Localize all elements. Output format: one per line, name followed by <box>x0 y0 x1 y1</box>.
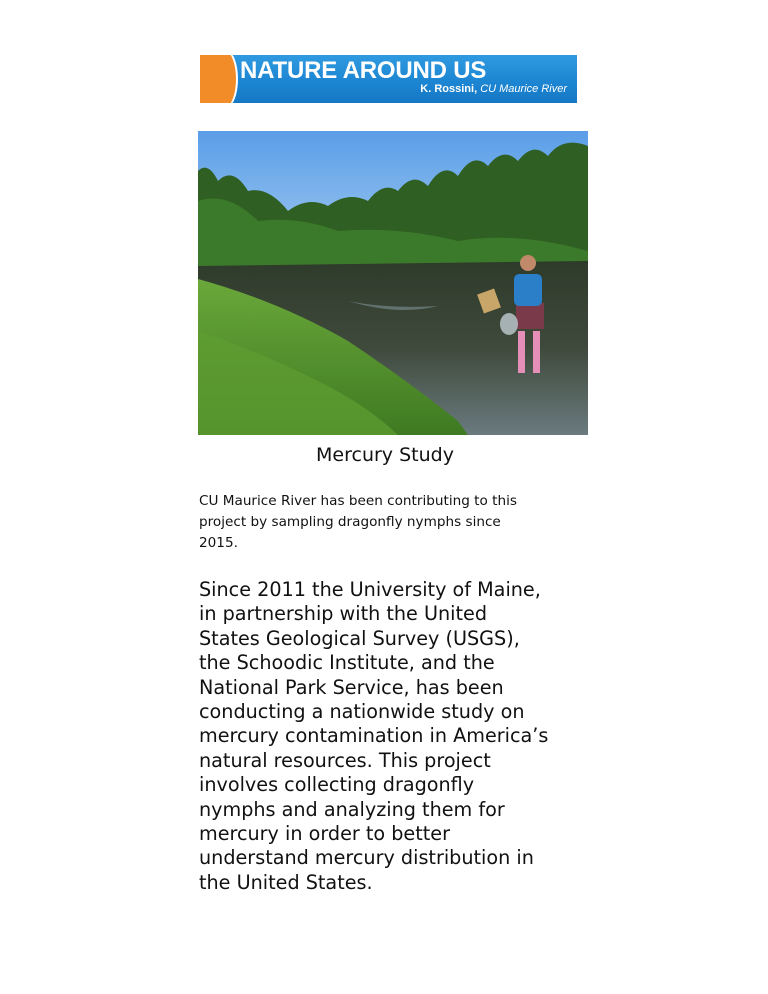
intro-line: CU Maurice River has been contributing to this <box>199 493 517 509</box>
body-line: nymphs and analyzing them for <box>199 797 505 821</box>
intro-line: project by sampling dragonfly nymphs since <box>199 514 501 530</box>
body-line: the United States. <box>199 870 373 894</box>
body-line: National Park Service, has been <box>199 675 504 699</box>
body-line: the Schoodic Institute, and the <box>199 651 495 675</box>
banner-title: NATURE AROUND US <box>240 57 487 84</box>
nature-around-us-banner <box>200 55 577 103</box>
body-line: States Geological Survey (USGS), <box>199 626 520 650</box>
body-line: conducting a nationwide study on <box>199 700 525 724</box>
banner-author: K. Rossini, <box>420 83 478 95</box>
body-line: mercury contamination in America’s <box>199 724 549 748</box>
body-line: Since 2011 the University of Maine, <box>199 578 541 601</box>
body-line: involves collecting dragonfly <box>199 773 475 797</box>
banner-org: CU Maurice River <box>480 83 567 95</box>
intro-paragraph <box>199 491 569 554</box>
body-line: in partnership with the United <box>199 602 487 626</box>
body-line: understand mercury distribution in <box>199 846 534 870</box>
banner-orange-curve <box>214 55 236 103</box>
body-line: natural resources. This project <box>199 748 491 772</box>
body-paragraph <box>199 578 579 895</box>
river-field-photo <box>198 131 588 435</box>
banner-byline <box>420 83 567 95</box>
body-line: mercury in order to better <box>199 822 450 846</box>
intro-line: 2015. <box>199 535 238 551</box>
photo-caption: Mercury Study <box>316 444 454 466</box>
